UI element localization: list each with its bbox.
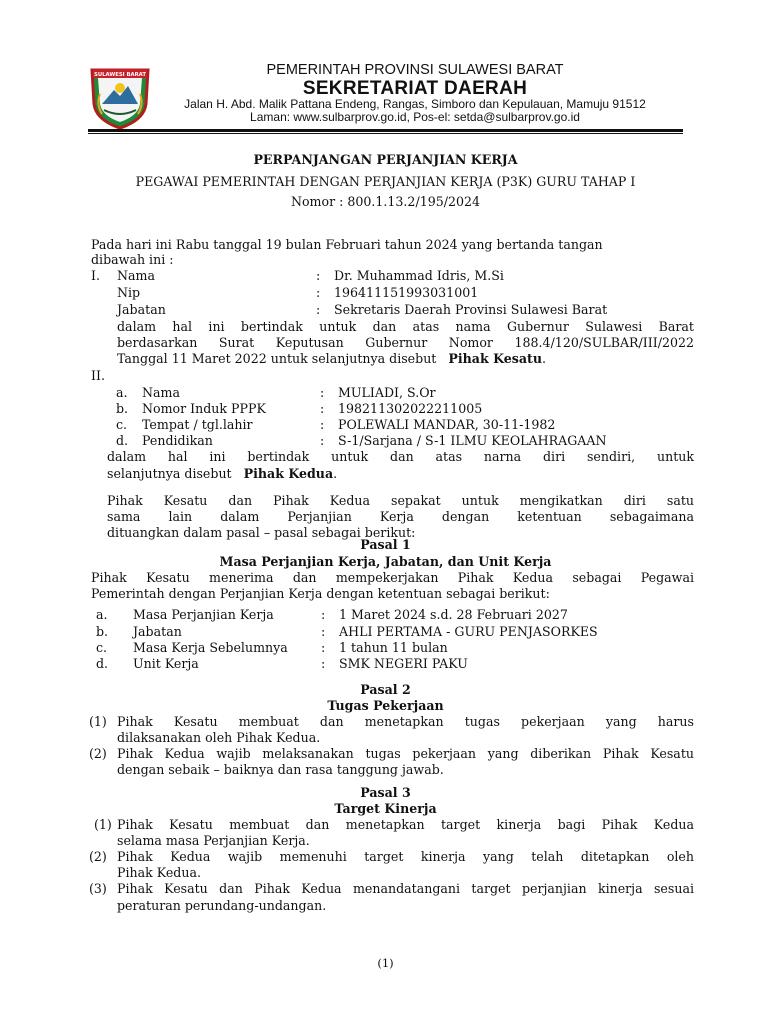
pasal-2-heading: Pasal 2 <box>360 682 411 697</box>
pasal-3-heading: Pasal 3 <box>360 785 411 800</box>
pasal-2-item-number: (1) <box>89 714 107 729</box>
pasal-1-value: AHLI PERTAMA - GURU PENJASORKES <box>339 624 598 639</box>
party-2-label: Pendidikan <box>142 433 213 448</box>
party-2-label: Nama <box>142 385 180 400</box>
opening-line-1: Pada hari ini Rabu tanggal 19 bulan Februari tahun 2024 yang bertanda tangan <box>91 237 603 252</box>
party-2-letter: a. <box>116 385 128 400</box>
pasal-3-item-number: (2) <box>89 849 107 864</box>
page-number: (1) <box>377 956 394 970</box>
agreement-line: Pihak Kesatu dan Pihak Kedua sepakat untuk mengikatkan diri satu <box>107 493 694 508</box>
pasal-3-item-line: Pihak Kesatu dan Pihak Kedua menandatangani target perjanjian kinerja sesuai <box>117 881 694 896</box>
pasal-1-line: Pemerintah dengan Perjanjian Kerja dengan ketentuan sebagai berikut: <box>91 586 550 601</box>
party-1-label: Jabatan <box>117 302 166 317</box>
party-1-colon: : <box>316 268 321 283</box>
party-2-label: Tempat / tgl.lahir <box>142 417 253 432</box>
party-2-colon: : <box>320 433 325 448</box>
pasal-1-label: Masa Perjanjian Kerja <box>133 607 274 622</box>
party-2-designation-lead: selanjutnya disebut <box>107 466 232 481</box>
pasal-1-value: 1 Maret 2024 s.d. 28 Februari 2027 <box>339 607 568 622</box>
party-2-letter: b. <box>116 401 129 416</box>
province-emblem-logo <box>88 64 152 130</box>
pasal-3-title: Target Kinerja <box>334 801 437 816</box>
party-2-letter: c. <box>116 417 128 432</box>
pasal-3-item-line: Pihak Kedua. <box>117 865 201 880</box>
party-2-colon: : <box>320 385 325 400</box>
party-2-paragraph-line <box>107 465 337 482</box>
letterhead-address: Jalan H. Abd. Malik Pattana Endeng, Rangas, Simboro dan Kepulauan, Mamuju 91512 <box>184 97 646 111</box>
party-2-value: 198211302022211005 <box>338 401 483 416</box>
party-1-designation-end: . <box>541 351 546 366</box>
party-2-designation-end: . <box>333 466 338 481</box>
pasal-2-item-line: dilaksanakan oleh Pihak Kedua. <box>117 730 321 745</box>
party-1-colon: : <box>316 285 321 300</box>
pasal-1-label: Masa Kerja Sebelumnya <box>133 640 288 655</box>
party-1-value: Sekretaris Daerah Provinsi Sulawesi Barat <box>334 302 608 317</box>
letterhead-government: PEMERINTAH PROVINSI SULAWESI BARAT <box>266 62 564 78</box>
party-2-number: II. <box>91 368 105 383</box>
pasal-3-item-line: selama masa Perjanjian Kerja. <box>117 833 310 848</box>
pasal-3-item-line: peraturan perundang-undangan. <box>117 898 327 913</box>
party-2-colon: : <box>320 417 325 432</box>
agreement-line: dituangkan dalam pasal – pasal sebagai berikut: <box>107 525 416 540</box>
pasal-1-colon: : <box>321 656 326 671</box>
party-2-letter: d. <box>116 433 129 448</box>
letterhead-office: SEKRETARIAT DAERAH <box>302 78 528 99</box>
party-1-designation: Pihak Kesatu <box>448 351 542 366</box>
letterhead-contact: Laman: www.sulbarprov.go.id, Pos-el: setda@sulbarprov.go.id <box>250 110 580 124</box>
pasal-1-letter: c. <box>96 640 108 655</box>
letterhead-rule-thick <box>88 129 683 132</box>
pasal-1-value: 1 tahun 11 bulan <box>339 640 448 655</box>
opening-line-2: dibawah ini : <box>91 252 174 267</box>
party-1-label: Nip <box>117 285 141 300</box>
pasal-3-item-line: Pihak Kedua wajib memenuhi target kinerja yang telah ditetapkan oleh <box>117 849 694 864</box>
pasal-2-item-number: (2) <box>89 746 107 761</box>
party-1-value: 196411151993031001 <box>334 285 479 300</box>
party-1-number: I. <box>91 268 100 283</box>
agreement-line: sama lain dalam Perjanjian Kerja dengan ketentuan sebagaimana <box>107 509 694 524</box>
party-1-paragraph-line <box>117 350 546 367</box>
party-1-paragraph-line: berdasarkan Surat Keputusan Gubernur Nomor 188.4/120/SULBAR/III/2022 <box>117 335 694 350</box>
document-number: Nomor : 800.1.13.2/195/2024 <box>290 194 481 209</box>
pasal-1-heading: Pasal 1 <box>360 537 411 552</box>
pasal-1-letter: a. <box>96 607 108 622</box>
pasal-1-label: Jabatan <box>133 624 182 639</box>
pasal-1-letter: b. <box>96 624 109 639</box>
pasal-1-title: Masa Perjanjian Kerja, Jabatan, dan Unit Kerja <box>219 554 552 569</box>
pasal-3-item-number: (3) <box>89 881 107 896</box>
logo-text: SULAWESI BARAT <box>94 72 146 78</box>
party-1-designation-lead: Tanggal 11 Maret 2022 untuk selanjutnya disebut <box>117 351 437 366</box>
pasal-2-item-line: Pihak Kesatu membuat dan menetapkan tugas pekerjaan yang harus <box>117 714 694 729</box>
letterhead-rule-thin <box>88 133 683 134</box>
pasal-2-title: Tugas Pekerjaan <box>327 698 444 713</box>
pasal-1-colon: : <box>321 624 326 639</box>
pasal-1-value: SMK NEGERI PAKU <box>339 656 468 671</box>
document-title: PERPANJANGAN PERJANJIAN KERJA <box>253 152 518 167</box>
pasal-1-line: Pihak Kesatu menerima dan mempekerjakan Pihak Kedua sebagai Pegawai <box>91 570 694 585</box>
pasal-3-item-line: Pihak Kesatu membuat dan menetapkan target kinerja bagi Pihak Kedua <box>117 817 694 832</box>
pasal-1-colon: : <box>321 640 326 655</box>
pasal-3-item-number: (1) <box>94 817 112 832</box>
pasal-1-letter: d. <box>96 656 109 671</box>
party-2-designation: Pihak Kedua <box>243 466 334 481</box>
pasal-1-label: Unit Kerja <box>133 656 199 671</box>
party-2-value: S-1/Sarjana / S-1 ILMU KEOLAHRAGAAN <box>338 433 607 448</box>
party-1-value: Dr. Muhammad Idris, M.Si <box>334 268 504 283</box>
party-1-paragraph-line: dalam hal ini bertindak untuk dan atas nama Gubernur Sulawesi Barat <box>117 319 694 334</box>
pasal-1-colon: : <box>321 607 326 622</box>
party-2-colon: : <box>320 401 325 416</box>
party-2-value: MULIADI, S.Or <box>338 385 436 400</box>
document-subtitle: PEGAWAI PEMERINTAH DENGAN PERJANJIAN KERJA (P3K) GURU TAHAP I <box>135 174 636 189</box>
pasal-2-item-line: dengan sebaik – baiknya dan rasa tanggung jawab. <box>117 762 444 777</box>
party-1-label: Nama <box>117 268 155 283</box>
party-2-paragraph-line: dalam hal ini bertindak untuk dan atas narna diri sendiri, untuk <box>107 449 694 464</box>
party-2-label: Nomor Induk PPPK <box>142 401 266 416</box>
party-1-colon: : <box>316 302 321 317</box>
party-2-value: POLEWALI MANDAR, 30-11-1982 <box>338 417 556 432</box>
pasal-2-item-line: Pihak Kedua wajib melaksanakan tugas pekerjaan yang diberikan Pihak Kesatu <box>117 746 694 761</box>
